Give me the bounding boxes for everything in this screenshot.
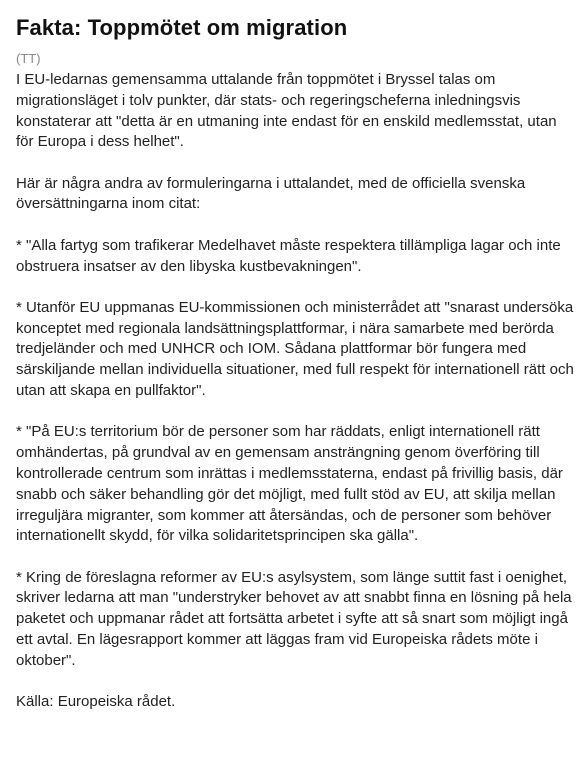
- article-title: Fakta: Toppmötet om migration: [16, 15, 348, 40]
- article-paragraph-lead: Här är några andra av formuleringarna i uttalandet, med de officiella svenska översättningarna inom citat:: [16, 174, 526, 213]
- article-paragraph-bullet-platforms: * Utanför EU uppmanas EU-kommissionen och ministerrådet att "snarast undersöka konceptet med regionala landsättningsplattformar, i nära samarbete med berörda tredjeländer och med UNHCR och IOM. Sådana plattformar bör fungera med särskiljande mellan individuella situationer, med full respekt för internationell rätt och utan att skapa en pullfaktor".: [16, 298, 574, 400]
- article-paragraph-bullet-vessels: * "Alla fartyg som trafikerar Medelhavet måste respektera tillämpliga lagar och inte obstruera insatser av den libyska kustbevakningen".: [16, 236, 561, 275]
- article-paragraph-source-credit: Källa: Europeiska rådet.: [16, 693, 176, 711]
- article-paragraph-bullet-asylum: * Kring de föreslagna reformer av EU:s asylsystem, som länge suttit fast i oenighet, skriver ledarna att man "understryker behovet av att snabbt finna en lösning på hela paketet och uppmanar rådet att fortsätta arbetet i syfte att så snart som möjligt ingå ett avtal. En lägesrapport kommer att läggas fram vid Europeiska rådets möte i oktober".: [16, 568, 572, 669]
- article-paragraph-bullet-territory: * "På EU:s territorium bör de personer som har räddats, enligt internationell rätt omhändertas, på grundval av en gemensam ansträngning genom överföring till kontrollerade centrum som inrättas i medlemsstaterna, endast på frivillig basis, där snabb och säker behandling gör det möjligt, med fullt stöd av EU, att skilja mellan irreguljära migranter, som kommer att återsändas, och de personer som behöver internationellt skydd, för vilka solidaritetsprincipen ska gälla".: [16, 423, 563, 545]
- article: [16, 14, 576, 713]
- article-source: (TT): [16, 51, 41, 66]
- article-paragraph-intro: I EU-ledarnas gemensamma uttalande från toppmötet i Bryssel talas om migrationsläget i tolv punkter, där stats- och regeringscheferna inledningsvis konstaterar att "detta är en utmaning inte endast för en enskild medlemsstat, utan för Europa i dess helhet".: [16, 71, 557, 151]
